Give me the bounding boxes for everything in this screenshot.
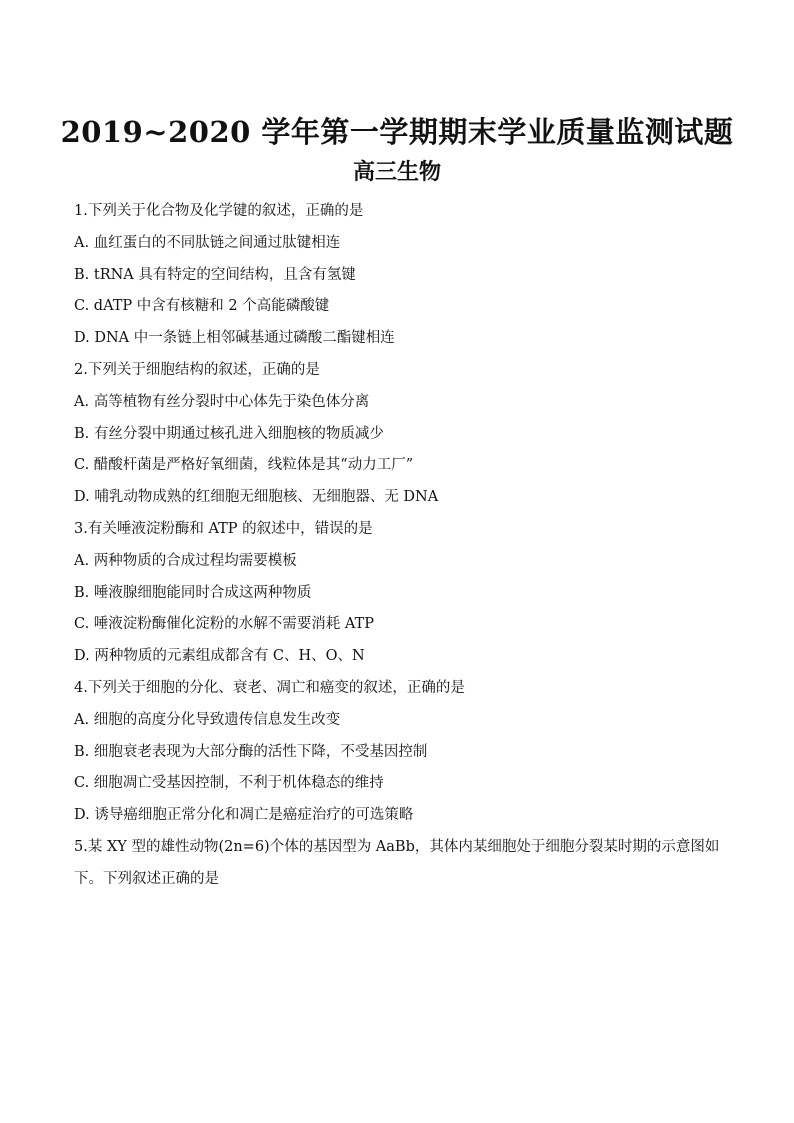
question-4-option-d: D. 诱导癌细胞正常分化和凋亡是癌症治疗的可选策略 (74, 807, 414, 824)
question-2-options (74, 387, 724, 514)
question-2-option-d: D. 哺乳动物成熟的红细胞无细胞核、无细胞器、无 DNA (74, 489, 439, 506)
question-4-option-a: A. 细胞的高度分化导致遗传信息发生改变 (74, 711, 341, 728)
question-1-option-d: D. DNA 中一条链上相邻碱基通过磷酸二酯键相连 (74, 330, 395, 347)
question-2-stem: 2.下列关于细胞结构的叙述，正确的是 (74, 361, 320, 378)
page-subtitle: 高三生物 (352, 159, 441, 185)
question-2-option-c: C. 醋酸杆菌是严格好氧细菌，线粒体是其“动力工厂” (74, 457, 414, 474)
question-1-option-a: A. 血红蛋白的不同肽链之间通过肽键相连 (74, 234, 341, 251)
question-2-option-b: B. 有丝分裂中期通过核孔进入细胞核的物质减少 (74, 425, 384, 442)
question-1-options (74, 228, 724, 355)
question-list (74, 196, 724, 896)
question-1 (74, 196, 724, 355)
question-2-option-a: A. 高等植物有丝分裂时中心体先于染色体分离 (74, 393, 370, 410)
question-2 (74, 355, 724, 514)
question-3-option-a: A. 两种物质的合成过程均需要模板 (74, 552, 297, 569)
question-5-stem: 5.某 XY 型的雄性动物(2n=6)个体的基因型为 AaBb，其体内某细胞处于细胞分裂某时期的示意图如下。下列叙述正确的是 (74, 838, 720, 887)
question-4-stem: 4.下列关于细胞的分化、衰老、凋亡和癌变的叙述，正确的是 (74, 679, 465, 696)
question-4-option-b: B. 细胞衰老表现为大部分酶的活性下降，不受基因控制 (74, 743, 428, 760)
question-1-stem: 1.下列关于化合物及化学键的叙述，正确的是 (74, 203, 364, 219)
question-3-option-c: C. 唾液淀粉酶催化淀粉的水解不需要消耗 ATP (74, 616, 375, 633)
question-3 (74, 514, 724, 673)
question-1-option-c: C. dATP 中含有核糖和 2 个高能磷酸键 (74, 298, 330, 315)
question-1-option-b: B. tRNA 具有特定的空间结构，且含有氢键 (74, 266, 356, 283)
question-5 (74, 832, 724, 896)
question-3-stem: 3.有关唾液淀粉酶和 ATP 的叙述中，错误的是 (74, 520, 373, 537)
question-3-option-b: B. 唾液腺细胞能同时合成这两种物质 (74, 584, 312, 601)
page-title: 2019~2020 学年第一学期期末学业质量监测试题 (60, 115, 734, 149)
question-4 (74, 673, 724, 832)
question-3-options (74, 546, 724, 673)
question-4-options (74, 705, 724, 832)
question-3-option-d: D. 两种物质的元素组成都含有 C、H、O、N (74, 648, 365, 665)
question-4-option-c: C. 细胞凋亡受基因控制，不利于机体稳态的维持 (74, 775, 384, 792)
